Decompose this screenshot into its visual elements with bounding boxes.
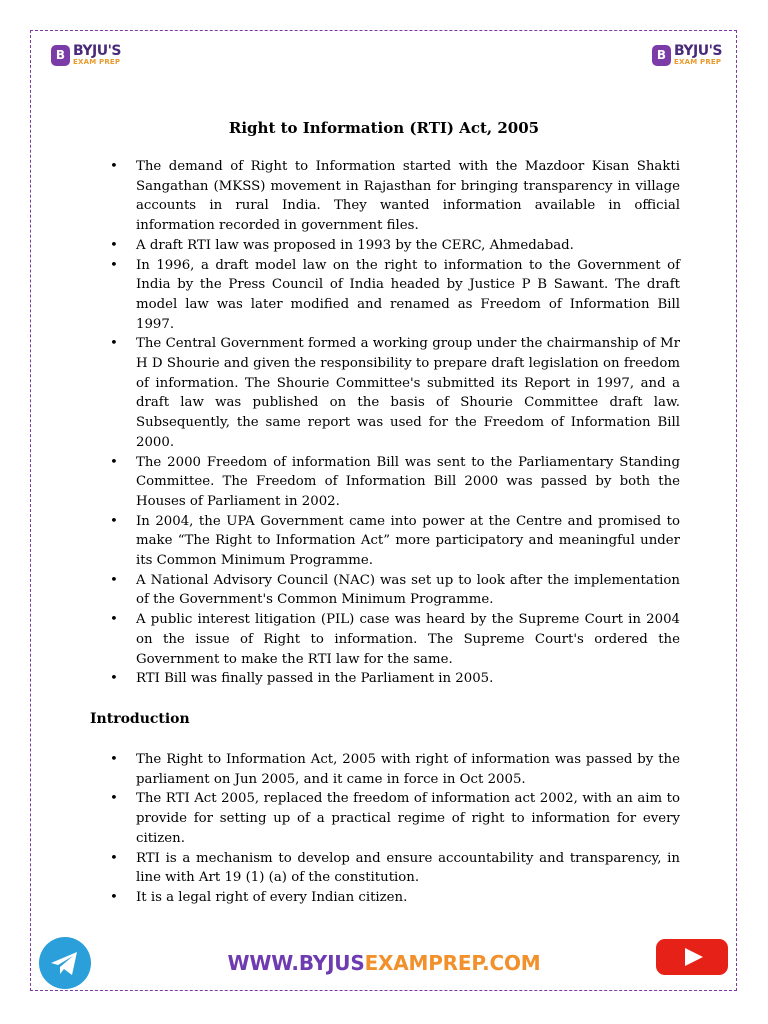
introduction-list [110, 750, 680, 908]
byjus-logo-mark: B [51, 45, 70, 66]
list-item: • The Central Government formed a working group under the chairmanship of Mr H D Shourie and given the responsibility to prepare draft legislation on freedom of information. The Shourie Committee's submitted its Report in 1997, and a draft law was published on the basis of Shourie Committee draft law. Subsequently, the same report was used for the Freedom of Information Bill 2000. [110, 334, 680, 452]
byjus-logo-mark: B [652, 45, 671, 66]
byjus-logo-left [51, 44, 121, 66]
list-item: • RTI is a mechanism to develop and ensure accountability and transparency, in line with Art 19 (1) (a) of the constitution. [110, 849, 680, 888]
logo-name: BYJU'S [73, 43, 121, 59]
list-item: • A draft RTI law was proposed in 1993 by the CERC, Ahmedabad. [110, 236, 680, 256]
list-item: • A National Advisory Council (NAC) was set up to look after the implementation of the Government's Common Minimum Programme. [110, 571, 680, 610]
list-item: • In 1996, a draft model law on the right to information to the Government of India by the Press Council of India headed by Justice P B Sawant. The draft model law was later modified and renamed as Freedom of Information Bill 1997. [110, 256, 680, 335]
list-item: • The Right to Information Act, 2005 with right of information was passed by the parliament on Jun 2005, and it came in force in Oct 2005. [110, 750, 680, 789]
website-part-2: EXAMPREP.COM [364, 951, 541, 975]
logo-subtitle: EXAM PREP [674, 58, 722, 66]
list-item: • It is a legal right of every Indian citizen. [110, 888, 680, 908]
history-list [110, 157, 680, 689]
list-item: • RTI Bill was finally passed in the Parliament in 2005. [110, 669, 680, 689]
byjus-logo-right [652, 44, 722, 66]
website-part-1: WWW.BYJUS [227, 951, 365, 975]
document-title: Right to Information (RTI) Act, 2005 [228, 119, 540, 137]
youtube-icon[interactable] [656, 939, 728, 975]
logo-subtitle: EXAM PREP [73, 58, 121, 66]
play-icon [656, 939, 728, 975]
list-item: • In 2004, the UPA Government came into power at the Centre and promised to make “The Right to Information Act” more participatory and meaningful under its Common Minimum Programme. [110, 512, 680, 571]
introduction-heading: Introduction [90, 711, 190, 727]
list-item: • A public interest litigation (PIL) case was heard by the Supreme Court in 2004 on the issue of Right to information. The Supreme Court's ordered the Government to make the RTI law for the same. [110, 610, 680, 669]
list-item: • The RTI Act 2005, replaced the freedom of information act 2002, with an aim to provide for setting up of a practical regime of right to information for every citizen. [110, 789, 680, 848]
website-link[interactable] [0, 951, 768, 975]
list-item: • The 2000 Freedom of information Bill was sent to the Parliamentary Standing Committee. The Freedom of Information Bill 2000 was passed by both the Houses of Parliament in 2002. [110, 453, 680, 512]
list-item: • The demand of Right to Information started with the Mazdoor Kisan Shakti Sangathan (MKSS) movement in Rajasthan for bringing transparency in village accounts in rural India. They wanted information available in official information recorded in government files. [110, 157, 680, 236]
logo-name: BYJU'S [674, 43, 722, 59]
